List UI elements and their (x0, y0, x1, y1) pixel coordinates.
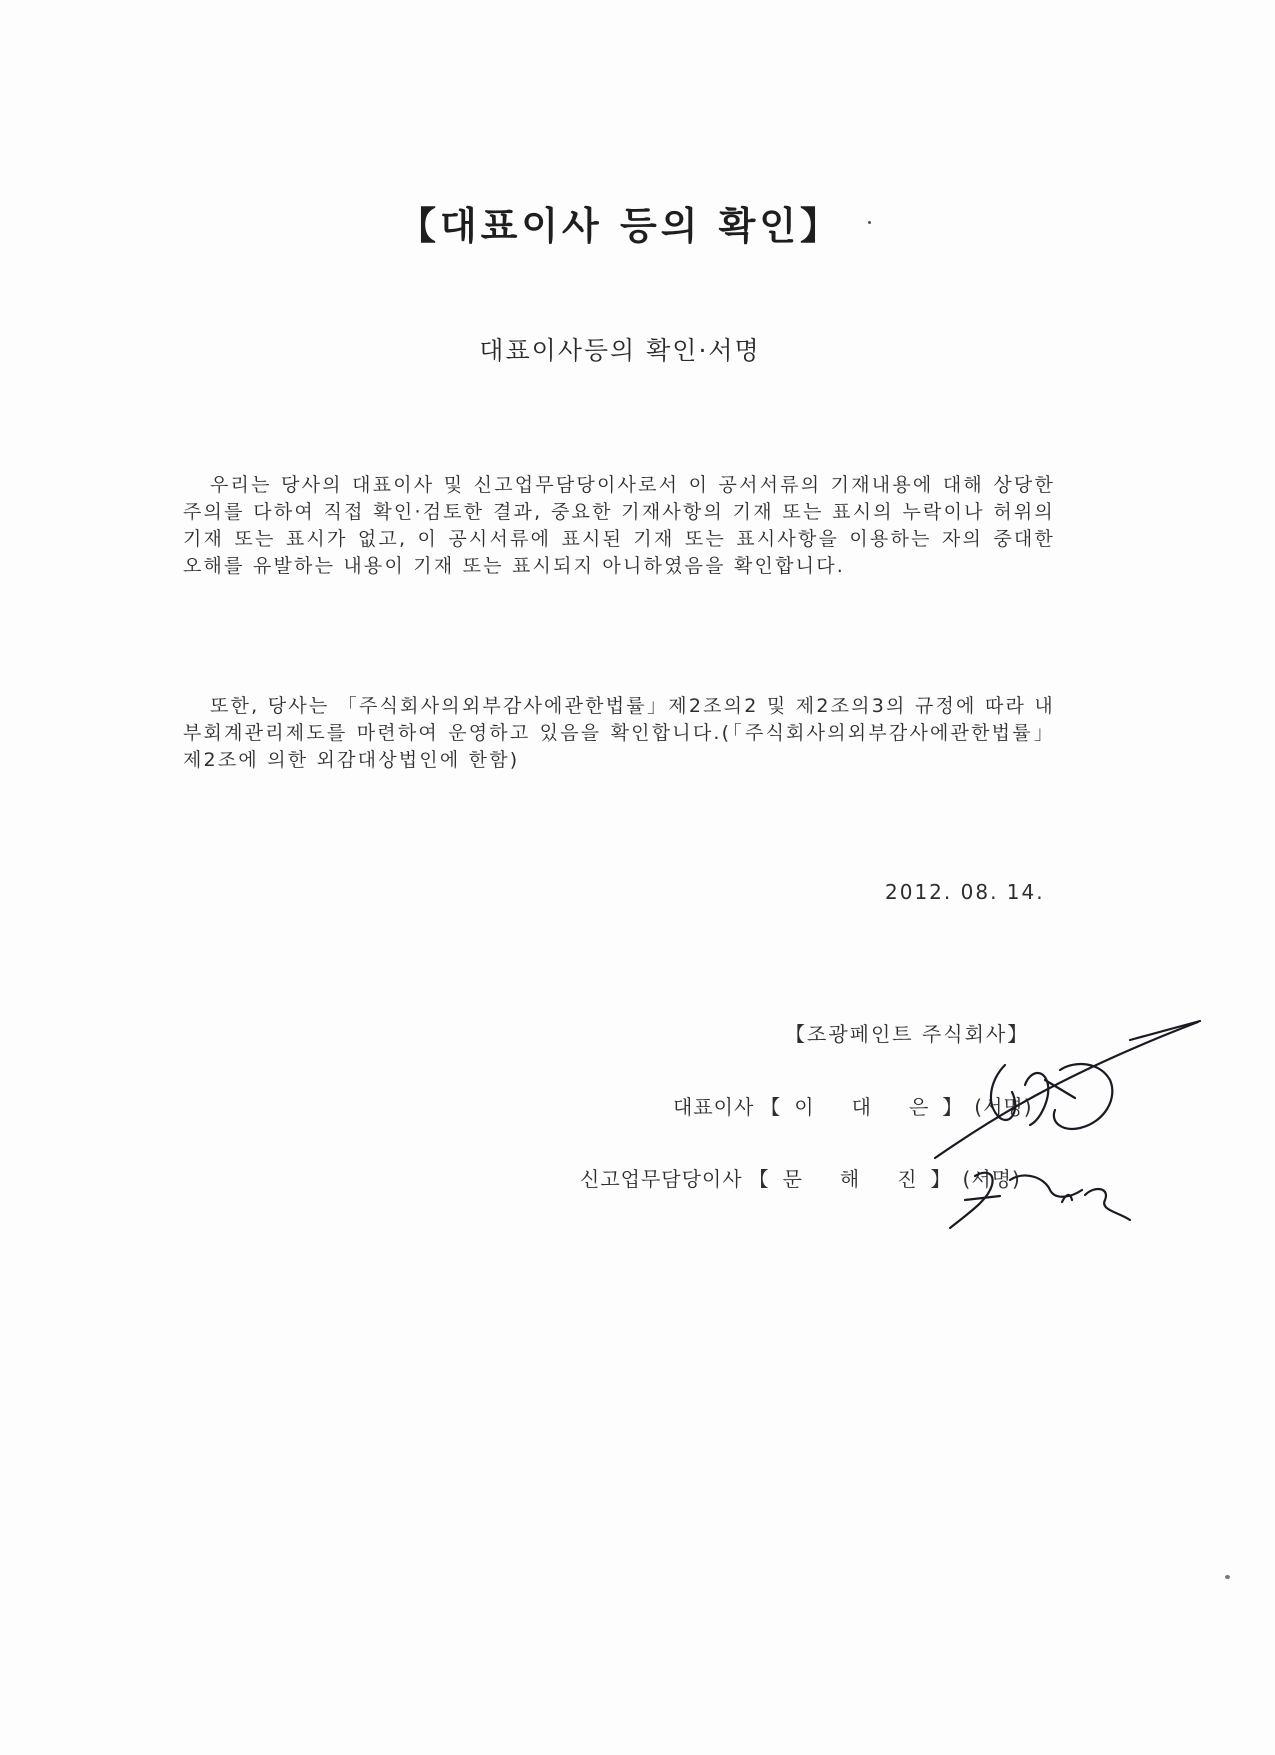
ceo-signature-stroke (1045, 1080, 1075, 1098)
ceo-signature-stroke (1130, 1021, 1200, 1040)
confirmation-paragraph: 우리는 당사의 대표이사 및 신고업무담당이사로서 이 공서서류의 기재내용에 대해 상당한 주의를 다하여 직접 확인·검토한 결과, 중요한 기재사항의 기재 또는 표시의 누락이나 허위의 기재 또는 표시가 없고, 이 공시서류에 표시된 기재 또는 표시사항을 이용하는 자의 중대한 오해를 유발하는 내용이 기재 또는 표시되지 아니하였음을 확인합니다. (183, 474, 1055, 577)
ceo-signature-line (673, 1091, 1033, 1120)
director-signature-stroke (1085, 1189, 1130, 1220)
director-role-label: 신고업무담당이사 (580, 1167, 743, 1191)
ceo-sign-label: (서명) (974, 1095, 1033, 1119)
close-bracket: 】 (942, 1095, 963, 1119)
director-name-char: 문 (782, 1167, 802, 1191)
ceo-name-char: 이 (794, 1095, 814, 1119)
director-signature-stroke (965, 1196, 1000, 1200)
stray-dot (868, 221, 871, 224)
open-bracket: 【 (748, 1167, 769, 1191)
internal-control-paragraph: 또한, 당사는 「주식회사의외부감사에관한법률」제2조의2 및 제2조의3의 규정에 따라 내부회계관리제도를 마련하여 운영하고 있음을 확인합니다.(「주식회사의외부감사에관한법률」제2조에 의한 외감대상법인에 한함) (183, 695, 1055, 771)
director-name-char: 해 (839, 1167, 860, 1191)
scan-speck (1225, 1575, 1230, 1579)
close-bracket: 】 (930, 1167, 951, 1191)
company-name: 【조광페인트 주식회사】 (785, 1022, 1030, 1046)
document-date: 2012. 08. 14. (885, 880, 1045, 904)
document-title: 【대표이사 등의 확인】 (397, 204, 843, 248)
director-name (783, 1163, 917, 1192)
ceo-role-label: 대표이사 (673, 1095, 755, 1119)
document-subtitle: 대표이사등의 확인·서명 (479, 336, 761, 365)
ceo-name-char: 은 (908, 1095, 929, 1119)
ceo-name (794, 1091, 928, 1120)
director-signature-stroke (1010, 1175, 1082, 1196)
director-name-char: 진 (897, 1167, 917, 1191)
reporting-director-signature-line (580, 1163, 1021, 1192)
open-bracket: 【 (760, 1095, 781, 1119)
ceo-signature-stroke (1054, 1064, 1112, 1129)
ceo-name-char: 대 (851, 1095, 871, 1119)
director-signature-stroke (1062, 1195, 1072, 1202)
director-sign-label: (서명) (962, 1167, 1021, 1191)
